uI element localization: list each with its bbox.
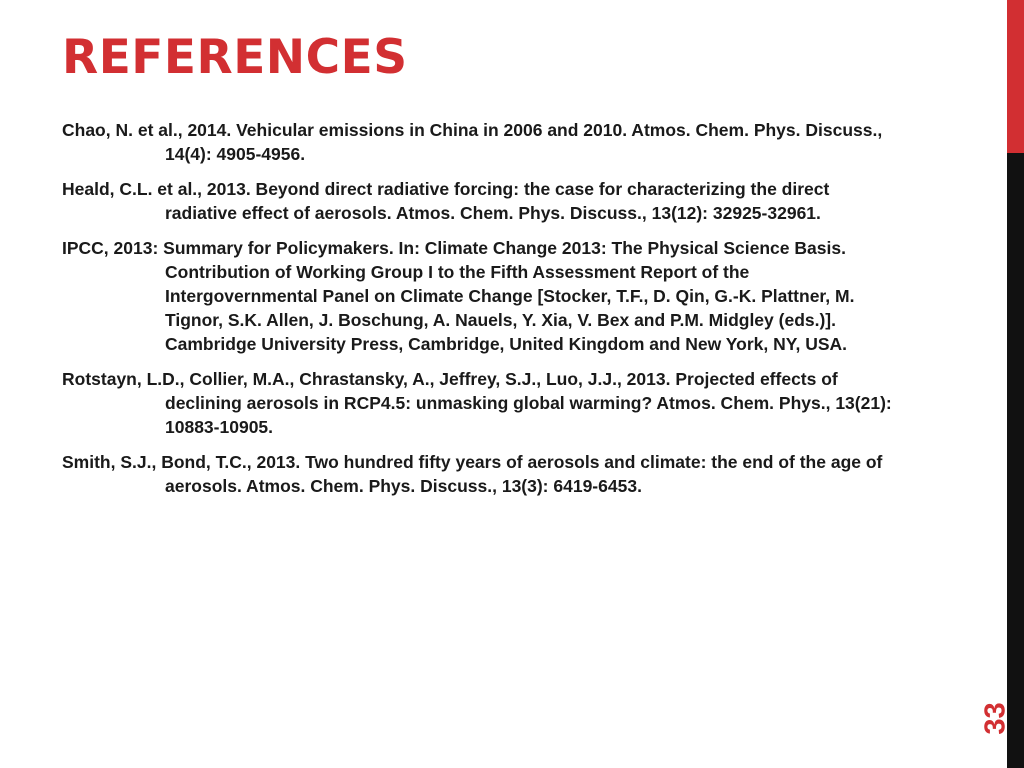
reference-item: IPCC, 2013: Summary for Policymakers. In: Climate Change 2013: The Physical Science Basis. Contribution of Working Group I to the Fifth Assessment Report of the Intergovernmental Panel on Climate Change [Stocker, T.F., D. Qin, G.-K. Plattner, M. Tignor, S.K. Allen, J. Boschung, A. Nauels, Y. Xia, V. Bex and P.M. Midgley (eds.)]. Cambridge University Press, Cambridge, United Kingdom and New York, NY, USA.: [62, 238, 855, 354]
reference-item: Chao, N. et al., 2014. Vehicular emissions in China in 2006 and 2010. Atmos. Chem. Phys. Discuss., 14(4): 4905-4956.: [62, 120, 883, 164]
side-accent-bar-red: [1007, 0, 1024, 153]
reference-item: Heald, C.L. et al., 2013. Beyond direct radiative forcing: the case for characterizing the direct radiative effect of aerosols. Atmos. Chem. Phys. Discuss., 13(12): 32925-32961.: [62, 179, 830, 223]
reference-list: [62, 118, 902, 509]
slide-number-text: 33: [979, 701, 1012, 735]
reference-item: Smith, S.J., Bond, T.C., 2013. Two hundred fifty years of aerosols and climate: the end of the age of aerosols. Atmos. Chem. Phys. Discuss., 13(3): 6419-6453.: [62, 452, 883, 496]
slide-title: REFERENCES: [62, 30, 408, 85]
reference-item: Rotstayn, L.D., Collier, M.A., Chrastansky, A., Jeffrey, S.J., Luo, J.J., 2013. Projected effects of declining aerosols in RCP4.5: unmasking global warming? Atmos. Chem. Phys., 13(21): 10883-10905.: [62, 369, 892, 437]
slide-number: [978, 688, 1014, 748]
side-accent-bar: [1007, 0, 1024, 768]
